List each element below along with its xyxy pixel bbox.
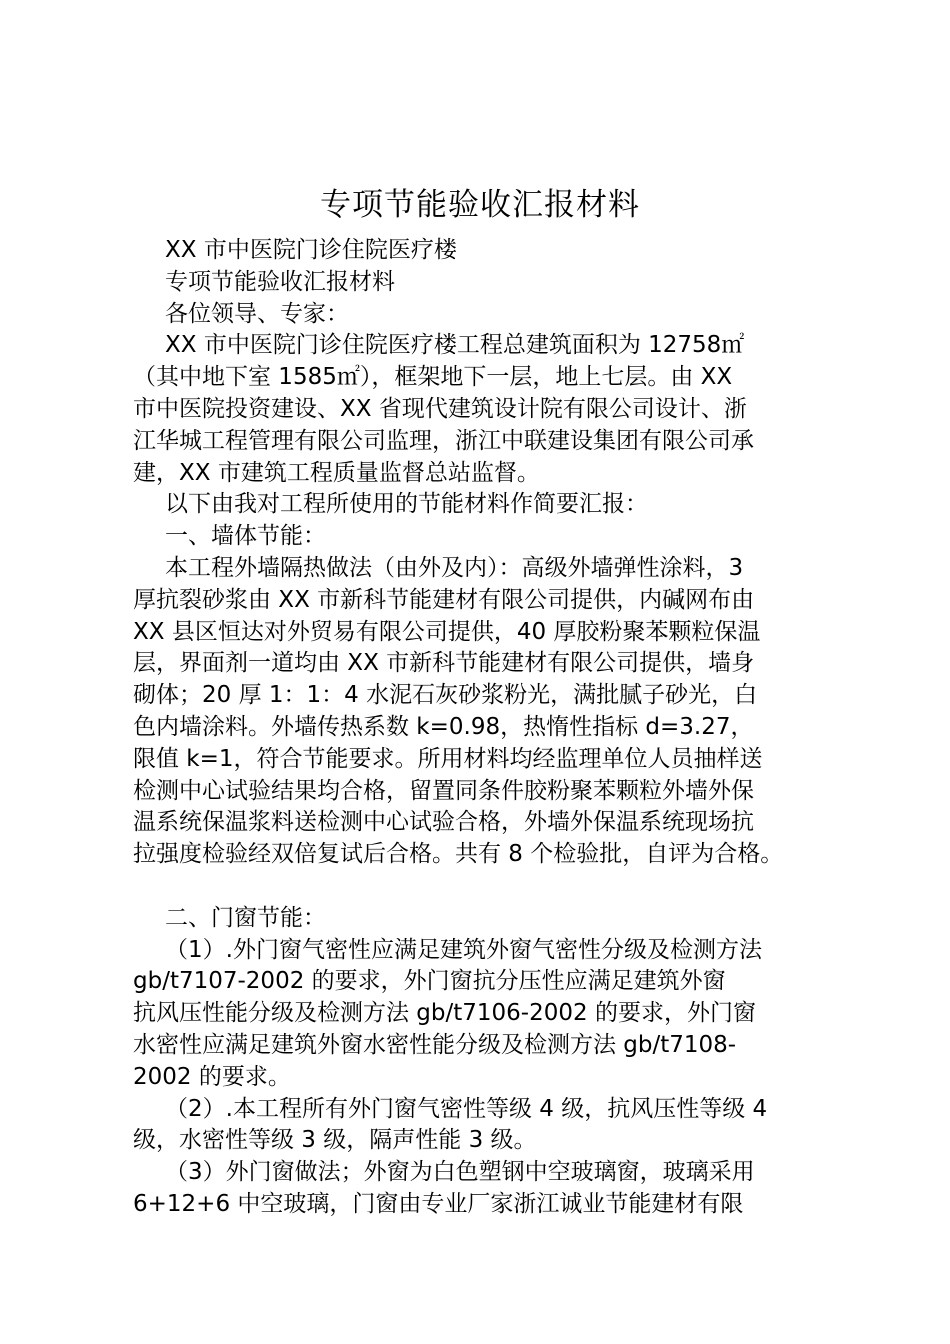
text-line: （其中地下室 1585㎡），框架地下一层，地上七层。由 XX [133, 364, 733, 391]
text-line: 级，水密性等级 3 级，隔声性能 3 级。 [133, 1127, 537, 1154]
text-line: 2002 的要求。 [133, 1063, 291, 1090]
text-line: 色内墙涂料。外墙传热系数 k=0.98，热惰性指标 d=3.27， [133, 713, 754, 740]
text-line: gb/t7107-2002 的要求，外门窗抗分压性应满足建筑外窗 [133, 968, 726, 995]
text-line: 温系统保温浆料送检测中心试验合格，外墙外保温系统现场抗 [133, 809, 754, 836]
text-line: 江华城工程管理有限公司监理，浙江中联建设集团有限公司承 [133, 427, 754, 454]
text-line: 层，界面剂一道均由 XX 市新科节能建材有限公司提供，墙身 [133, 650, 755, 677]
text-line: XX 市中医院门诊住院医疗楼工程总建筑面积为 12758㎡ [165, 332, 745, 359]
blank-line [133, 871, 848, 903]
text-line: 厚抗裂砂浆由 XX 市新科节能建材有限公司提供，内碱网布由 [133, 586, 755, 613]
text-line: （2）.本工程所有外门窗气密性等级 4 级，抗风压性等级 4 [165, 1095, 768, 1122]
document-body [133, 235, 848, 1221]
text-line: 建，XX 市建筑工程质量监督总站监督。 [133, 459, 540, 486]
text-line: 6+12+6 中空玻璃，门窗由专业厂家浙江诚业节能建材有限 [133, 1190, 744, 1217]
text-line: 限值 k=1，符合节能要求。所用材料均经监理单位人员抽样送 [133, 745, 763, 772]
text-line: （3）外门窗做法；外窗为白色塑钢中空玻璃窗，玻璃采用 [165, 1159, 755, 1186]
section-heading-windows: 二、门窗节能： [165, 904, 326, 931]
text-line: 拉强度检验经双倍复试后合格。共有 8 个检验批，自评为合格。 [133, 841, 784, 868]
salutation-line: 各位领导、专家： [165, 300, 349, 327]
subtitle-line: 专项节能验收汇报材料 [165, 268, 395, 295]
text-line: 检测中心试验结果均合格，留置同条件胶粉聚苯颗粒外墙外保 [133, 777, 754, 804]
text-line: 本工程外墙隔热做法（由外及内）：高级外墙弹性涂料，3 [165, 554, 744, 581]
text-line: 以下由我对工程所使用的节能材料作简要汇报： [165, 491, 648, 518]
text-line: 抗风压性能分级及检测方法 gb/t7106-2002 的要求，外门窗 [133, 1000, 756, 1027]
document-title: 专项节能验收汇报材料 [320, 187, 640, 223]
text-line: 水密性应满足建筑外窗水密性能分级及检测方法 gb/t7108- [133, 1031, 737, 1058]
section-heading-wall: 一、墙体节能： [165, 523, 326, 550]
project-name-line: XX 市中医院门诊住院医疗楼 [165, 237, 457, 263]
text-line: 砌体；20 厚 1：1：4 水泥石灰砂浆粉光，满批腻子砂光，白 [133, 682, 758, 709]
text-line: XX 县区恒达对外贸易有限公司提供，40 厚胶粉聚苯颗粒保温 [133, 618, 761, 645]
text-line: （1）.外门窗气密性应满足建筑外窗气密性分级及检测方法 [165, 936, 762, 963]
text-line: 市中医院投资建设、XX 省现代建筑设计院有限公司设计、浙 [133, 395, 747, 422]
